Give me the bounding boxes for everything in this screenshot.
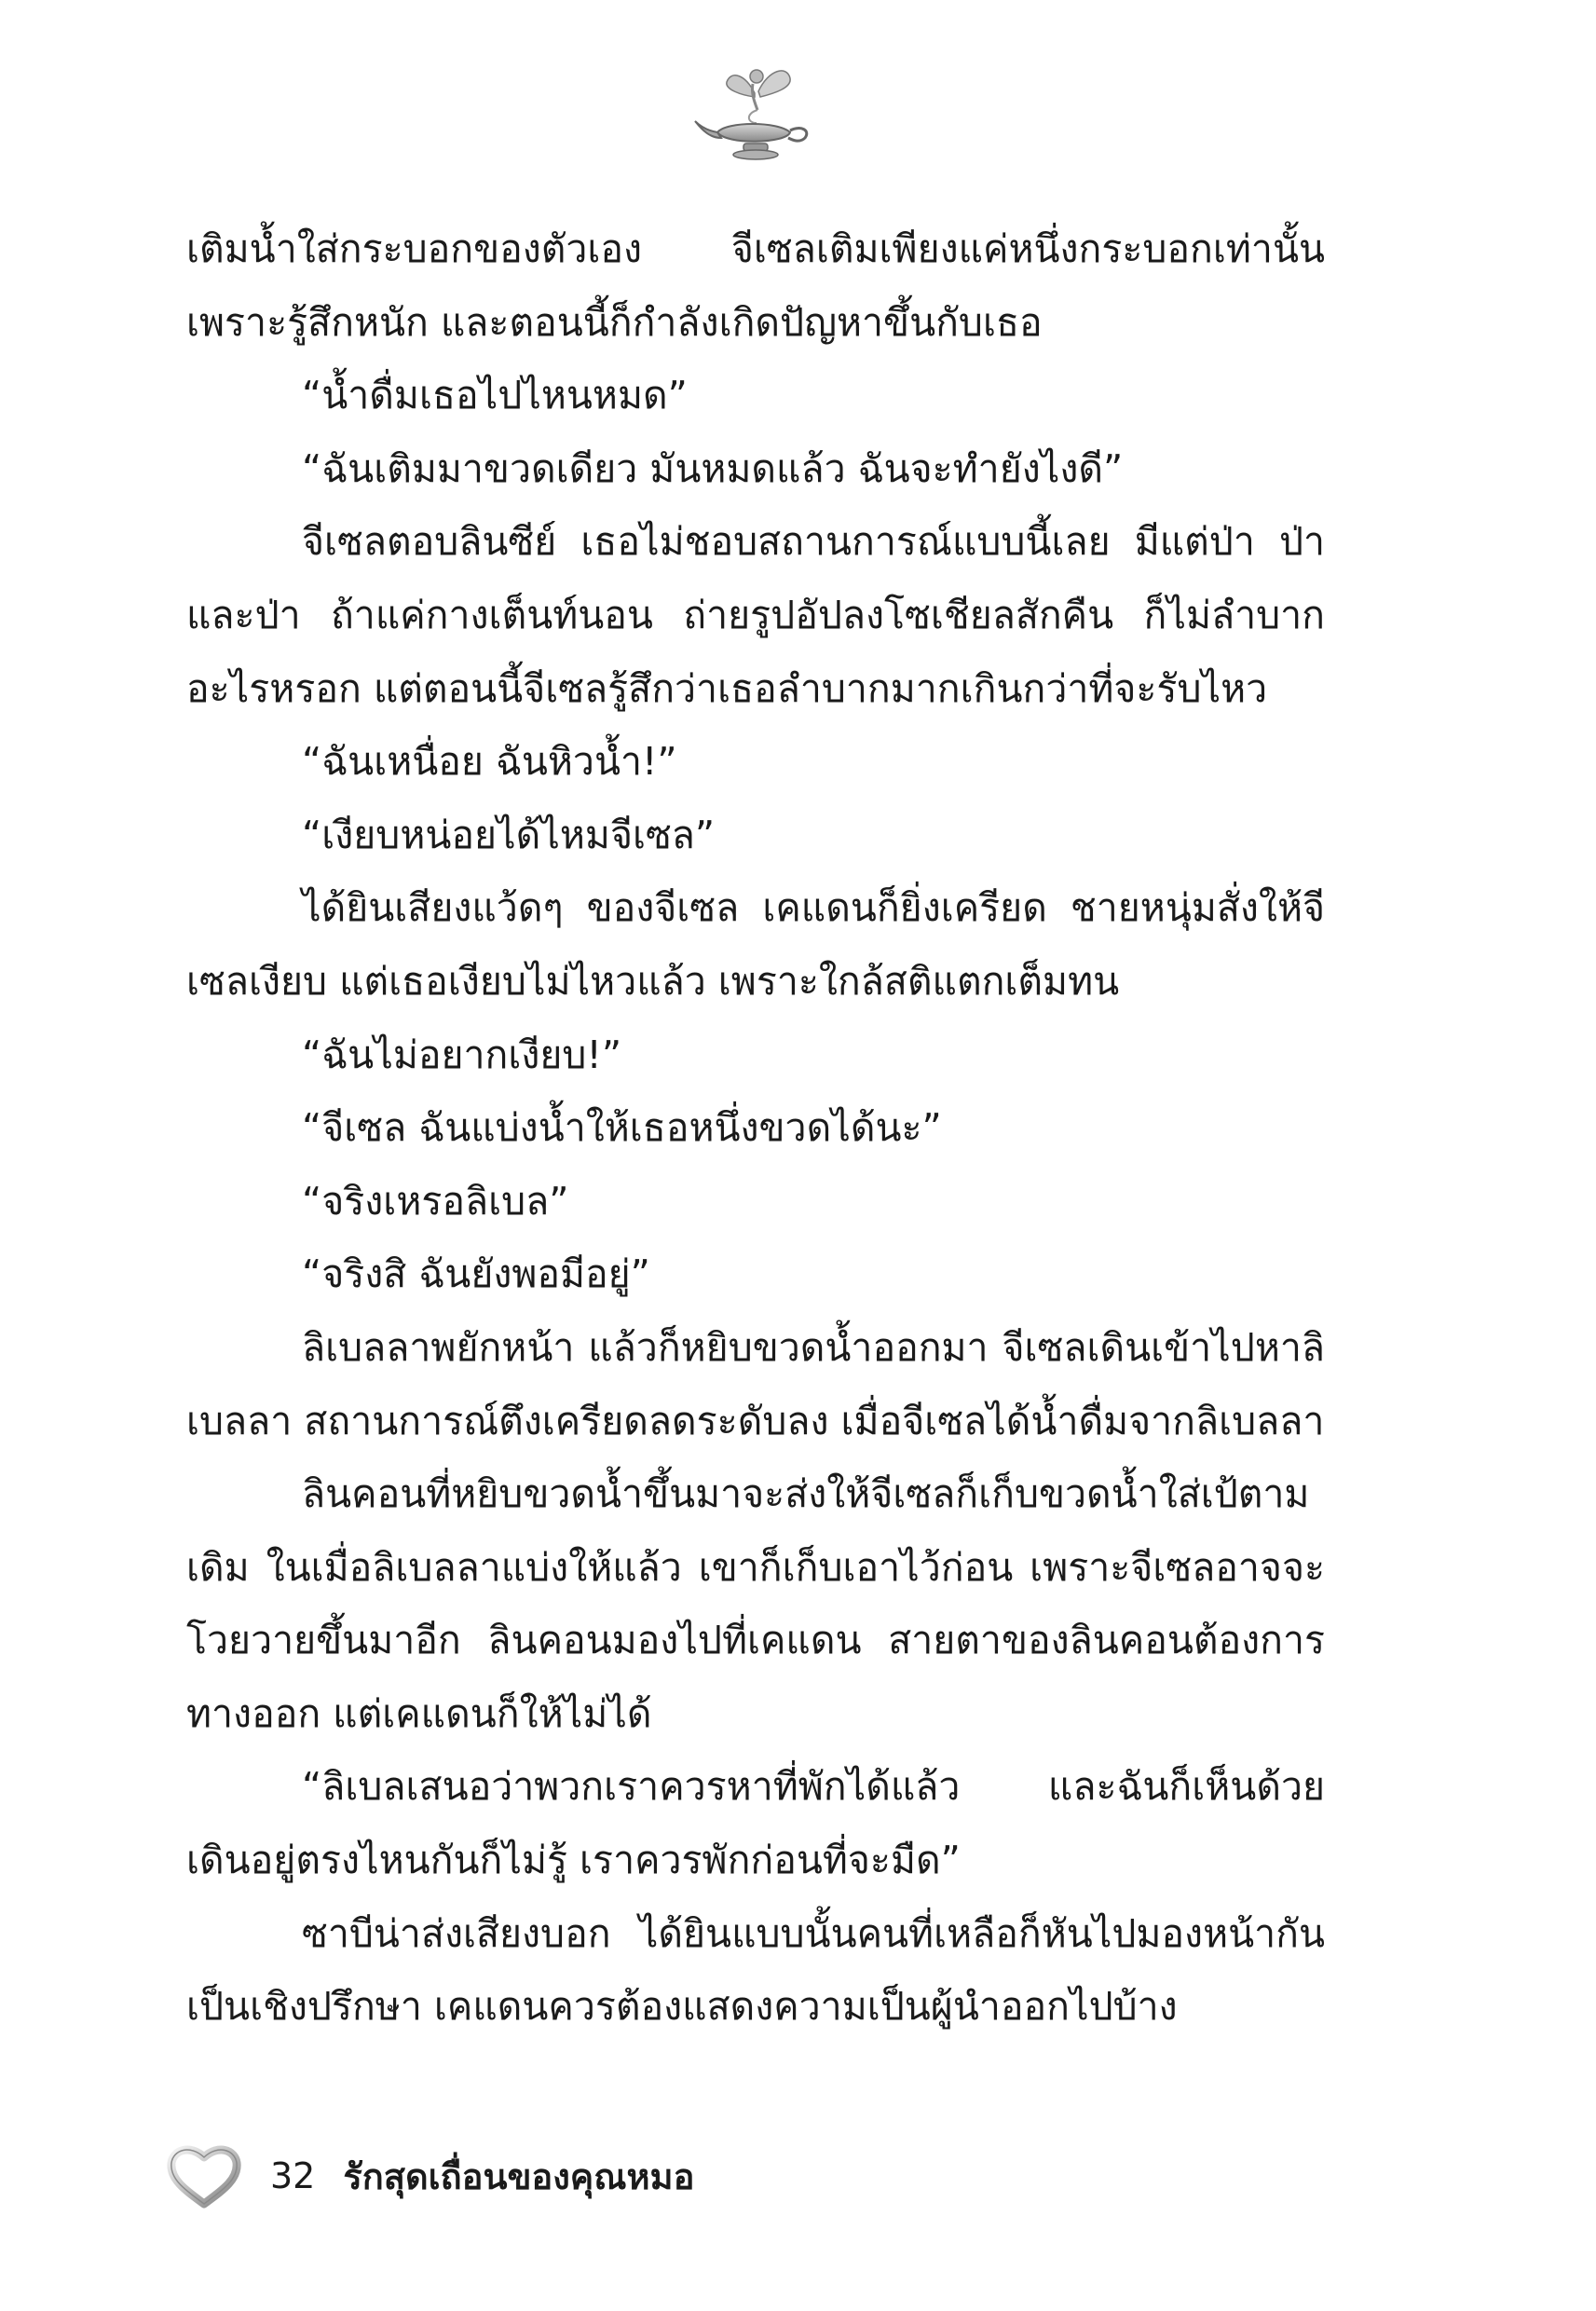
book-title: รักสุดเถื่อนของคุณหมอ (343, 2155, 695, 2197)
body-text (186, 212, 1325, 2044)
paragraph: “จริงเหรอลิเบล” (302, 1178, 569, 1224)
paragraph: “เงียบหน่อยได้ไหมจีเซล” (302, 812, 716, 857)
paragraph: “ฉันเหนื่อย ฉันหิวน้ำ!” (302, 739, 677, 785)
paragraph: จีเซลตอบลินซีย์ เธอไม่ชอบสถานการณ์แบบนี้เลย มีแต่ป่า ป่า และป่า ถ้าแค่กางเต็นท์นอน ถ่ายรูปอัปลงโซเชียลสักคืน ก็ไม่ลำบากอะไรหรอก แต่ตอนนี้จีเซลรู้สึกว่าเธอลำบากมากเกินกว่าที่จะรับไหว (186, 519, 1325, 711)
paragraph: ซาบีน่าส่งเสียงบอก ได้ยินแบบนั้นคนที่เหลือก็หันไปมองหน้ากันเป็นเชิงปรึกษา เคแดนควรต้องแสดงความเป็นผู้นำออกไปบ้าง (186, 1910, 1325, 2030)
paragraph: เติมน้ำใส่กระบอกของตัวเอง จีเซลเติมเพียงแค่หนึ่งกระบอกเท่านั้น เพราะรู้สึกหนัก และตอนนี้ก็กำลังเกิดปัญหาขึ้นกับเธอ (186, 226, 1325, 345)
paragraph: “ลิเบลเสนอว่าพวกเราควรหาที่พักได้แล้ว และฉันก็เห็นด้วย เดินอยู่ตรงไหนกันก็ไม่รู้ เราควรพักก่อนที่จะมืด” (186, 1764, 1325, 1883)
page-number: 32 (270, 2155, 316, 2196)
paragraph: ลิเบลลาพยักหน้า แล้วก็หยิบขวดน้ำออกมา จีเซลเดินเข้าไปหาลิเบลลา สถานการณ์ตึงเครียดลดระดับลง เมื่อจีเซลได้น้ำดื่มจากลิเบลลา (186, 1324, 1325, 1443)
paragraph: “จีเซล ฉันแบ่งน้ำให้เธอหนึ่งขวดได้นะ” (302, 1105, 942, 1151)
page-footer (166, 2139, 694, 2213)
paragraph: “ฉันเติมมาขวดเดียว มันหมดแล้ว ฉันจะทำยังไงดี” (302, 445, 1124, 491)
paragraph: ลินคอนที่หยิบขวดน้ำขึ้นมาจะส่งให้จีเซลก็เก็บขวดน้ำใส่เป้ตามเดิม ในเมื่อลิเบลลาแบ่งให้แล้ว เขาก็เก็บเอาไว้ก่อน เพราะจีเซลอาจจะโวยวายขึ้นมาอีก ลินคอนมองไปที่เคแดน สายตาของลินคอนต้องการทางออก แต่เคแดนก็ให้ไม่ได้ (186, 1471, 1325, 1736)
paragraph: “น้ำดื่มเธอไปไหนหมด” (302, 373, 688, 418)
paragraph: ได้ยินเสียงแว้ดๆ ของจีเซล เคแดนก็ยิ่งเครียด ชายหนุ่มสั่งให้จีเซลเงียบ แต่เธอเงียบไม่ไหวแล้ว เพราะใกล้สติแตกเต็มทน (186, 885, 1325, 1004)
magic-lamp-fairy-icon (689, 56, 820, 168)
paragraph: “ฉันไม่อยากเงียบ!” (302, 1032, 622, 1077)
heart-icon (166, 2142, 242, 2209)
paragraph: “จริงสิ ฉันยังพอมีอยู่” (302, 1251, 650, 1297)
